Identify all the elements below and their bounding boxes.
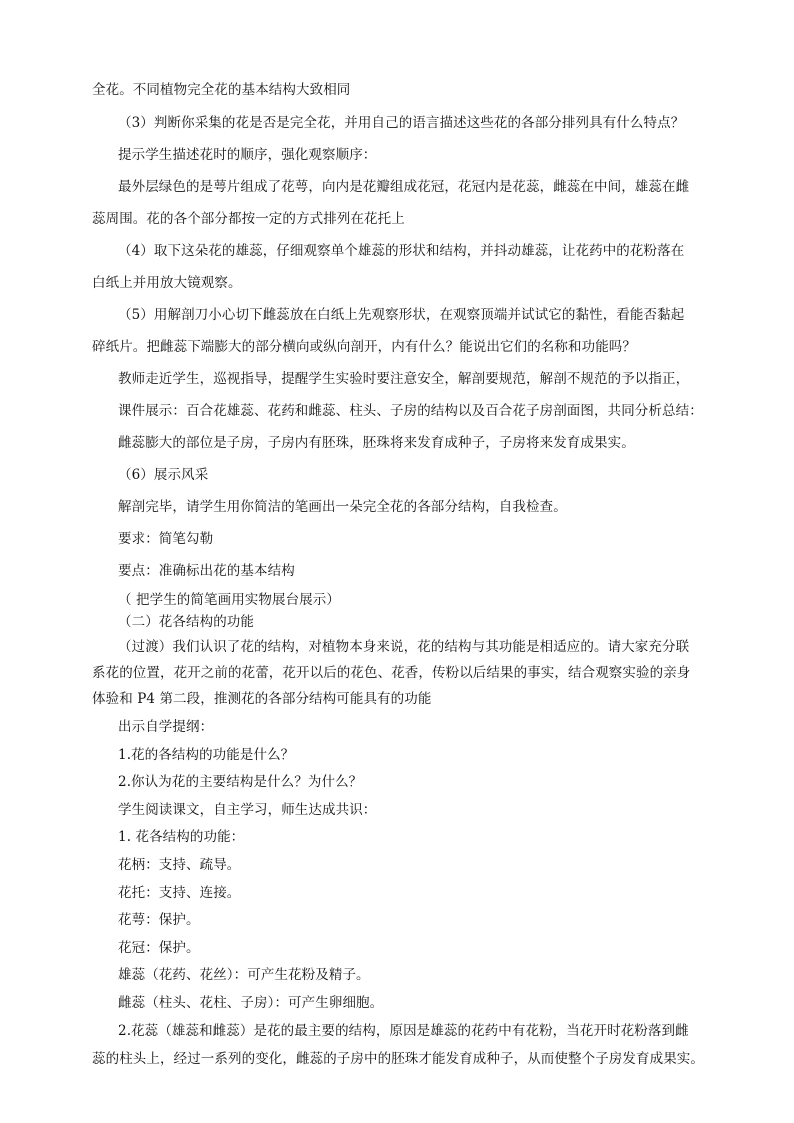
text-line: （6）展示风采 xyxy=(118,467,209,483)
text-line: （3）判断你采集的花是否是完全花，并用自己的语言描述这些花的各部分排列具有什么特点？ xyxy=(118,115,685,131)
text-line: 花柄：支持、疏导。 xyxy=(118,857,241,873)
text-line: 白纸上并用放大镜观察。 xyxy=(92,275,242,291)
text-line: 1. 花各结构的功能： xyxy=(118,829,245,845)
text-line: 提示学生描述花时的顺序，强化观察顺序： xyxy=(118,147,377,163)
text-line: 蕊的柱头上，经过一系列的变化，雌蕊的子房中的胚珠才能发育成种子，从而使整个子房发育成果实。 xyxy=(92,1051,704,1067)
text-line: 蕊周围。花的各个部分都按一定的方式排列在花托上 xyxy=(92,211,405,227)
text-line: 要求：简笔勾勒 xyxy=(118,531,214,547)
text-line: （ 把学生的简笔画用实物展台展示） xyxy=(118,592,340,608)
text-line: 出示自学提纲： xyxy=(118,719,214,735)
text-line: 雌蕊膨大的部位是子房，子房内有胚珠，胚珠将来发育成种子，子房将来发育成果实。 xyxy=(118,435,635,451)
section-heading: （二）花各结构的功能 xyxy=(118,614,254,630)
text-line: 课件展示：百合花雄蕊、花药和雌蕊、柱头、子房的结构以及百合花子房剖面图，共同分析总结： xyxy=(118,403,703,419)
text-line: 解剖完毕，请学生用你简洁的笔画出一朵完全花的各部分结构，自我检查。 xyxy=(118,499,567,515)
text-line: 教师走近学生，巡视指导，提醒学生实验时要注意安全，解剖要规范，解剖不规范的予以指正， xyxy=(118,371,690,387)
text-line: 雄蕊（花药、花丝）：可产生花粉及精子。 xyxy=(118,967,370,983)
text-line: 全花。不同植物完全花的基本结构大致相同 xyxy=(92,82,351,98)
text-line: 体验和 P4 第二段，推测花的各部分结构可能具有的功能 xyxy=(92,691,432,707)
text-line: 要点：准确标出花的基本结构 xyxy=(118,563,295,579)
text-line: （4）取下这朵花的雄蕊，仔细观察单个雄蕊的形状和结构，并抖动雄蕊，让花药中的花粉落在 xyxy=(118,243,685,259)
text-line: 学生阅读课文，自主学习，师生达成共识： xyxy=(118,802,377,818)
text-line: 雌蕊（柱头、花柱、子房）：可产生卵细胞。 xyxy=(118,995,384,1011)
text-line: 1.花的各结构的功能是什么？ xyxy=(118,747,295,763)
text-line: 花托：支持、连接。 xyxy=(118,885,241,901)
text-line: 系花的位置，花开之前的花蕾，花开以后的花色、花香，传粉以后结果的事实，结合观察实验的亲身 xyxy=(92,665,691,681)
text-line: 2.花蕊（雄蕊和雌蕊）是花的最主要的结构，原因是雄蕊的花药中有花粉，当花开时花粉落到雌 xyxy=(118,1023,689,1039)
text-line: （过渡）我们认识了花的结构，对植物本身来说，花的结构与其功能是相适应的。请大家充分联 xyxy=(118,639,690,655)
text-line: 最外层绿色的是萼片组成了花萼，向内是花瓣组成花冠，花冠内是花蕊，雌蕊在中间，雄蕊在雌 xyxy=(118,179,690,195)
text-line: （5）用解剖刀小心切下雌蕊放在白纸上先观察形状，在观察顶端并试试它的黏性，看能否黏起 xyxy=(118,307,685,323)
text-line: 2.你认为花的主要结构是什么？为什么？ xyxy=(118,774,363,790)
text-line: 花冠：保护。 xyxy=(118,940,200,956)
text-line: 花萼：保护。 xyxy=(118,912,200,928)
text-line: 碎纸片。把雌蕊下端膨大的部分横向或纵向剖开，内有什么？能说出它们的名称和功能吗？ xyxy=(92,339,636,355)
